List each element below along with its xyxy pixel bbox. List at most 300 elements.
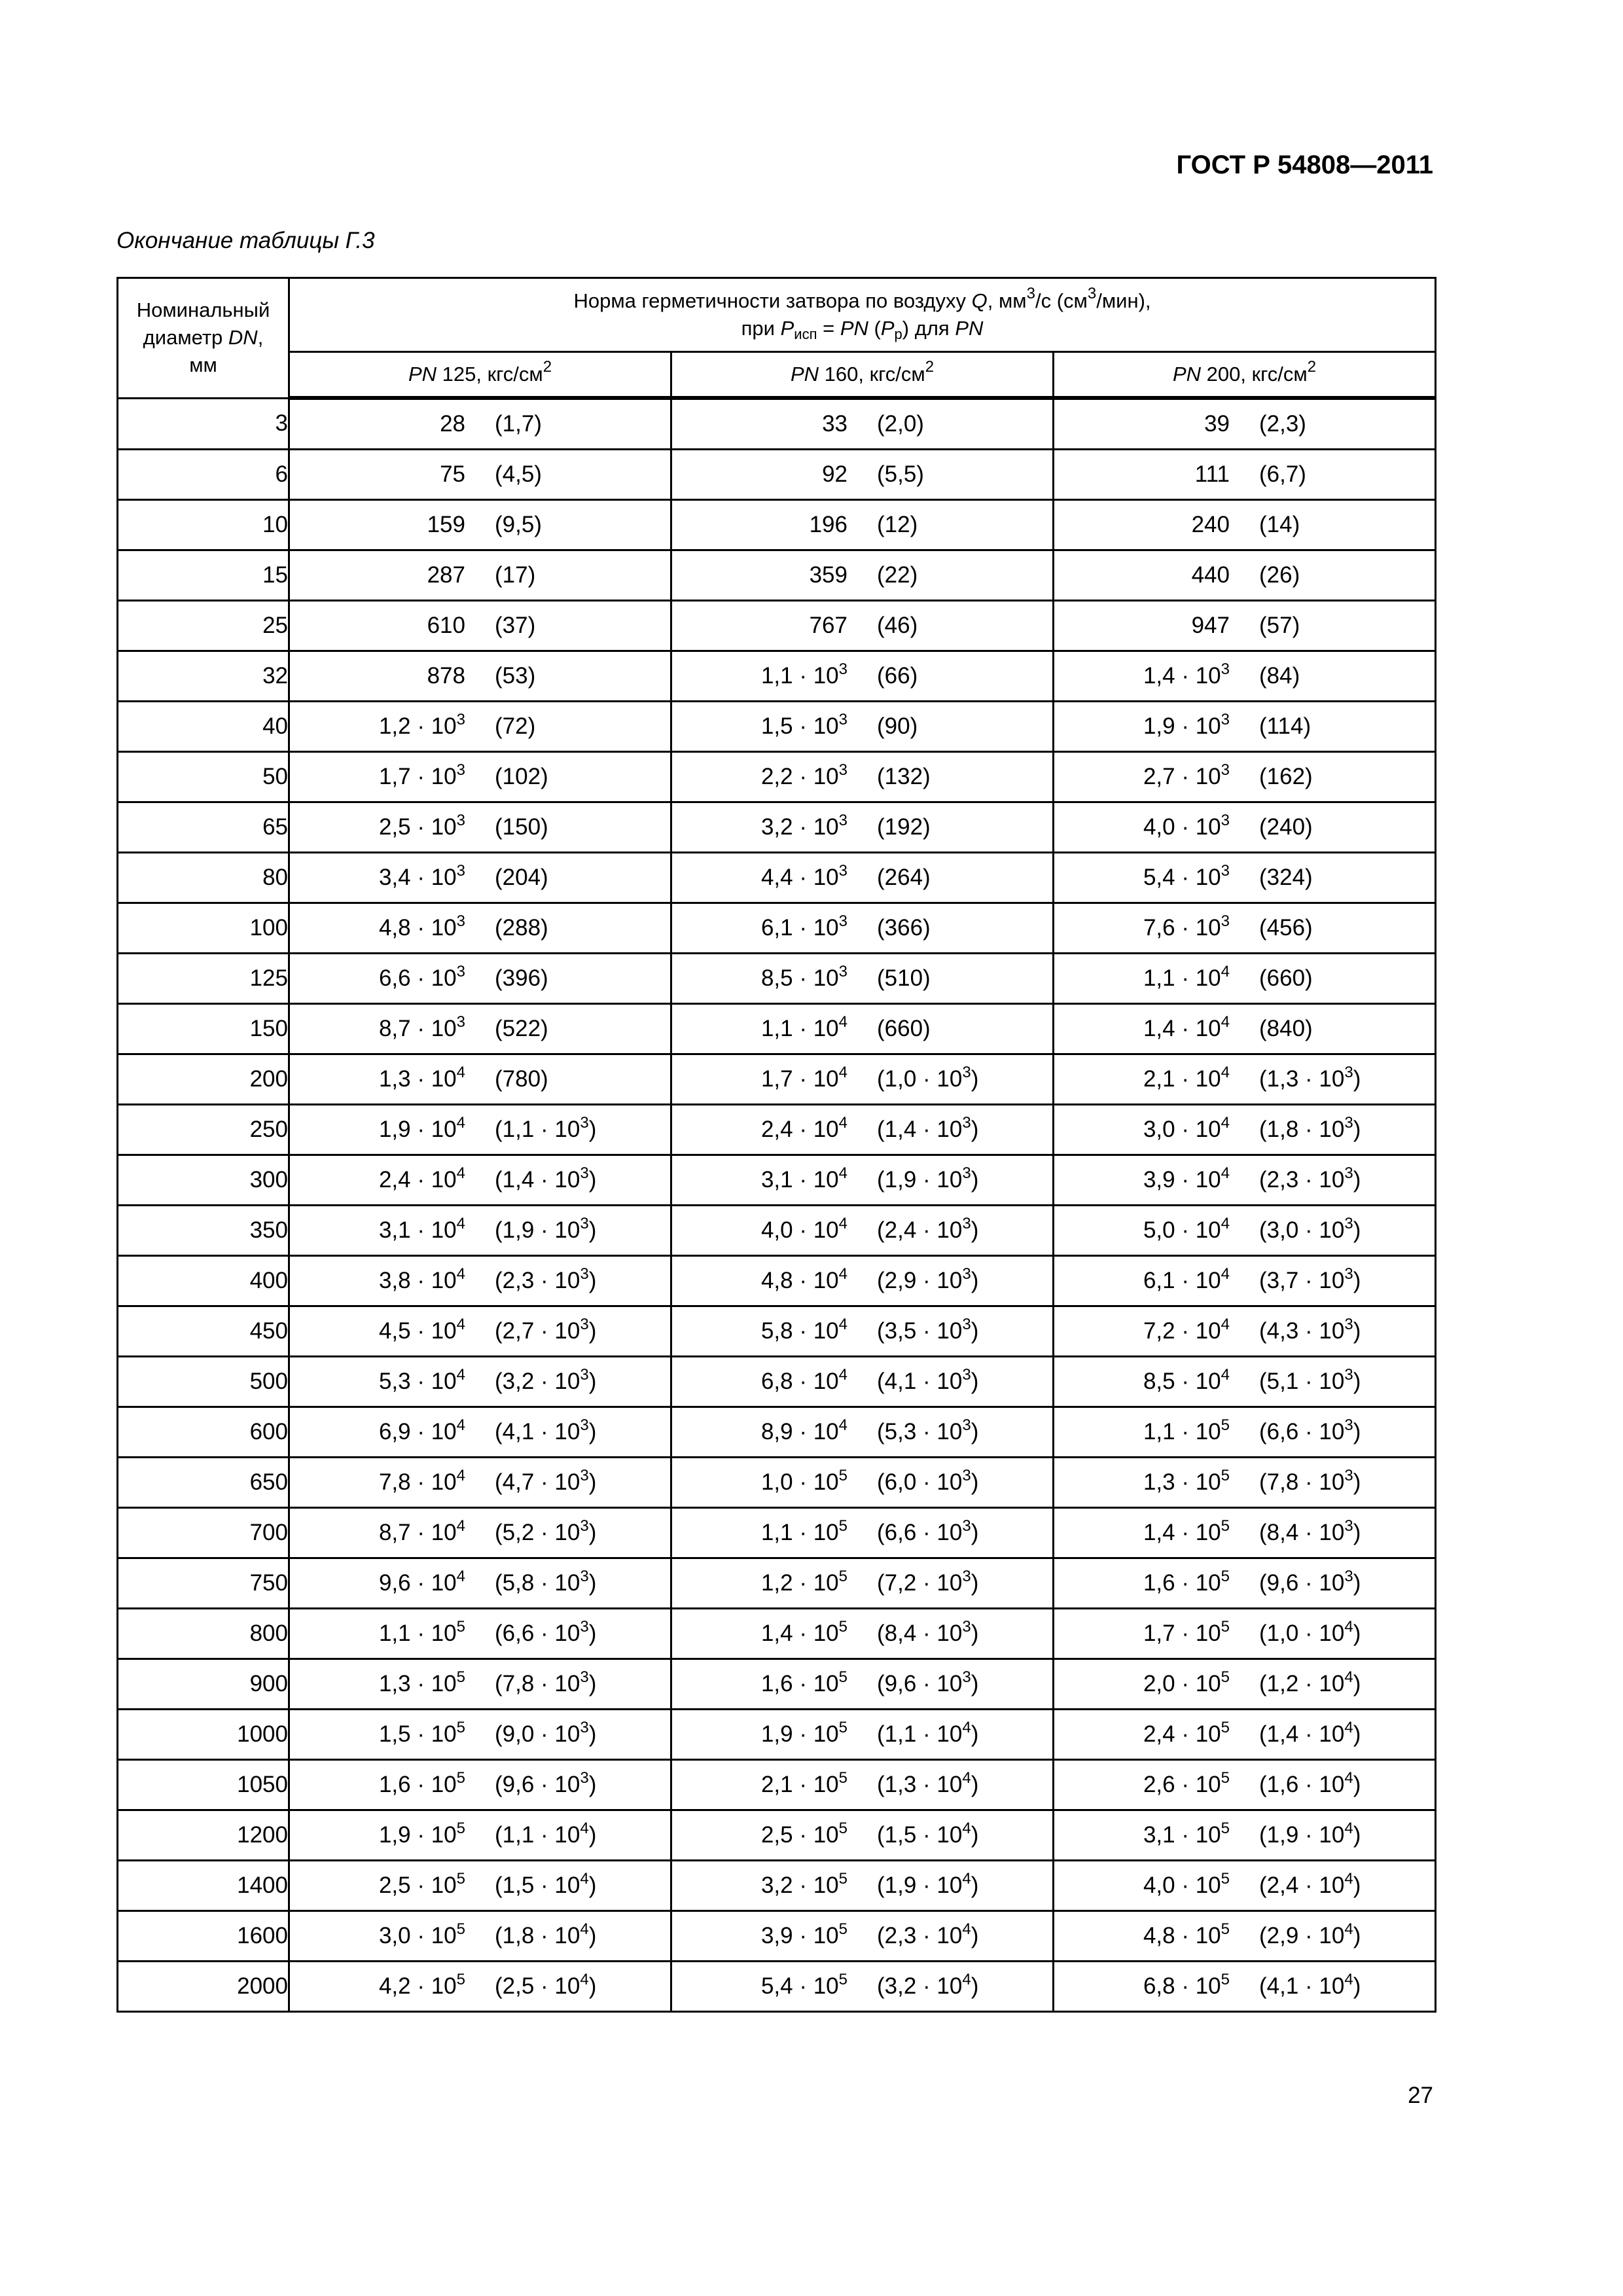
leakage-cell [1054, 1105, 1436, 1155]
value-mm3s: $6,8 \cdot 10^4$ [760, 1366, 847, 1394]
leakage-cell [289, 1508, 671, 1558]
value-cm3min: $(7,2 \cdot 10^3)$ [877, 1568, 979, 1596]
dn-cell: 1200 [118, 1810, 289, 1861]
value-cm3min: $(3,0 \cdot 10^3)$ [1259, 1215, 1361, 1243]
value-cm3min: $(1,4 \cdot 10^4)$ [1259, 1719, 1361, 1747]
leakage-cell [1054, 1407, 1436, 1458]
leakage-cell [671, 450, 1054, 500]
value-mm3s: $4,8 \cdot 10^4$ [760, 1265, 847, 1293]
value-cm3min: (324) [1259, 865, 1313, 890]
dn-cell: 500 [118, 1357, 289, 1407]
value-cm3min: $(9,6 \cdot 10^3)$ [877, 1668, 979, 1696]
table-row [118, 1861, 1436, 1911]
leakage-cell [1054, 1911, 1436, 1962]
dn-cell: 900 [118, 1659, 289, 1710]
value-mm3s: $3,1 \cdot 10^4$ [378, 1215, 465, 1243]
value-mm3s: $6,8 \cdot 10^5$ [1143, 1971, 1230, 1999]
leakage-cell [1054, 1508, 1436, 1558]
leakage-cell [671, 601, 1054, 651]
value-mm3s: $4,5 \cdot 10^4$ [378, 1316, 465, 1344]
value-mm3s: $3,1 \cdot 10^5$ [1143, 1820, 1230, 1848]
table-row [118, 1256, 1436, 1306]
value-cm3min: $(1,1 \cdot 10^4)$ [877, 1719, 979, 1747]
value-mm3s: $3,8 \cdot 10^4$ [378, 1265, 465, 1293]
leakage-cell [671, 1962, 1054, 2012]
value-mm3s: 878 [427, 663, 465, 689]
value-mm3s: $1,3 \cdot 10^5$ [378, 1668, 465, 1696]
value-cm3min: $(7,8 \cdot 10^3)$ [495, 1668, 597, 1696]
value-mm3s: $1,0 \cdot 10^5$ [760, 1467, 847, 1495]
leakage-cell [1054, 651, 1436, 702]
dn-cell: 32 [118, 651, 289, 702]
table-row [118, 802, 1436, 853]
value-mm3s: $8,5 \cdot 10^3$ [760, 963, 847, 991]
leakage-cell [289, 1256, 671, 1306]
value-mm3s: $8,7 \cdot 10^3$ [378, 1013, 465, 1041]
value-mm3s: $2,4 \cdot 10^5$ [1143, 1719, 1230, 1747]
leakage-cell [671, 1558, 1054, 1609]
leakage-cell [1054, 903, 1436, 954]
dn-cell: 600 [118, 1407, 289, 1458]
leakage-cell [1054, 1357, 1436, 1407]
value-cm3min: $(1,9 \cdot 10^4)$ [877, 1870, 979, 1898]
table-row [118, 1458, 1436, 1508]
value-mm3s: $4,0 \cdot 10^5$ [1143, 1870, 1230, 1898]
value-cm3min: (780) [495, 1066, 548, 1092]
leakage-cell [1054, 702, 1436, 752]
value-cm3min: $(1,8 \cdot 10^3)$ [1259, 1114, 1361, 1142]
value-cm3min: (22) [877, 562, 918, 588]
leakage-cell [289, 1155, 671, 1206]
leakage-cell [289, 398, 671, 450]
dn-cell: 100 [118, 903, 289, 954]
leakage-cell [289, 752, 671, 802]
dn-cell: 40 [118, 702, 289, 752]
value-mm3s: $2,4 \cdot 10^4$ [760, 1114, 847, 1142]
value-mm3s: 92 [822, 461, 847, 487]
document-code: ГОСТ Р 54808—2011 [1176, 151, 1433, 179]
value-mm3s: $4,2 \cdot 10^5$ [378, 1971, 465, 1999]
value-cm3min: $(1,0 \cdot 10^4)$ [1259, 1618, 1361, 1646]
leakage-cell [289, 1004, 671, 1054]
value-cm3min: $(3,5 \cdot 10^3)$ [877, 1316, 979, 1344]
value-mm3s: $3,9 \cdot 10^5$ [760, 1920, 847, 1948]
leakage-cell [289, 903, 671, 954]
value-cm3min: $(2,3 \cdot 10^3)$ [1259, 1164, 1361, 1193]
leakage-cell [289, 1609, 671, 1659]
value-mm3s: $2,5 \cdot 10^5$ [760, 1820, 847, 1848]
value-mm3s: 111 [1194, 461, 1230, 487]
value-cm3min: $(1,0 \cdot 10^3)$ [877, 1064, 979, 1092]
leakage-cell [1054, 1206, 1436, 1256]
leakage-cell [671, 1256, 1054, 1306]
leakage-cell [289, 1306, 671, 1357]
value-mm3s: $1,5 \cdot 10^3$ [760, 711, 847, 739]
value-cm3min: (6,7) [1259, 461, 1306, 487]
table-row [118, 702, 1436, 752]
value-mm3s: 947 [1191, 613, 1230, 638]
value-cm3min: $(7,8 \cdot 10^3)$ [1259, 1467, 1361, 1495]
value-mm3s: 33 [822, 411, 847, 437]
dn-cell: 200 [118, 1054, 289, 1105]
leakage-cell [1054, 450, 1436, 500]
value-cm3min: $(1,9 \cdot 10^3)$ [495, 1215, 597, 1243]
value-mm3s: $2,5 \cdot 10^3$ [378, 812, 465, 840]
value-mm3s: $7,6 \cdot 10^3$ [1143, 912, 1230, 941]
value-cm3min: $(5,1 \cdot 10^3)$ [1259, 1366, 1361, 1394]
value-mm3s: $5,4 \cdot 10^5$ [760, 1971, 847, 1999]
leakage-cell [289, 1206, 671, 1256]
table-caption: Окончание таблицы Г.3 [116, 228, 375, 253]
leakage-cell [671, 1710, 1054, 1760]
value-mm3s: $1,6 \cdot 10^5$ [1143, 1568, 1230, 1596]
leakage-cell [671, 1609, 1054, 1659]
leakage-cell [289, 1407, 671, 1458]
value-mm3s: $1,1 \cdot 10^4$ [1143, 963, 1230, 991]
dn-cell: 2000 [118, 1962, 289, 2012]
leakage-cell [1054, 1458, 1436, 1508]
table-row [118, 1810, 1436, 1861]
dn-cell: 25 [118, 601, 289, 651]
value-mm3s: $1,1 \cdot 10^3$ [760, 660, 847, 689]
value-mm3s: 39 [1204, 411, 1230, 437]
value-cm3min: (2,0) [877, 411, 924, 437]
value-mm3s: $1,3 \cdot 10^4$ [378, 1064, 465, 1092]
value-cm3min: (288) [495, 915, 548, 941]
leakage-cell [1054, 1962, 1436, 2012]
leakage-cell [289, 550, 671, 601]
value-mm3s: $1,6 \cdot 10^5$ [760, 1668, 847, 1696]
value-mm3s: $4,0 \cdot 10^3$ [1143, 812, 1230, 840]
value-mm3s: $1,7 \cdot 10^4$ [760, 1064, 847, 1092]
table-row [118, 1911, 1436, 1962]
leakage-cell [1054, 1760, 1436, 1810]
value-cm3min: (37) [495, 613, 536, 638]
leakage-cell [289, 853, 671, 903]
value-cm3min: $(2,9 \cdot 10^3)$ [877, 1265, 979, 1293]
dn-cell: 65 [118, 802, 289, 853]
leakage-cell [1054, 1710, 1436, 1760]
leakage-cell [1054, 1558, 1436, 1609]
value-mm3s: $4,8 \cdot 10^5$ [1143, 1920, 1230, 1948]
value-cm3min: $(2,3 \cdot 10^4)$ [877, 1920, 979, 1948]
value-cm3min: (84) [1259, 663, 1300, 689]
value-mm3s: $1,1 \cdot 10^5$ [760, 1517, 847, 1545]
leakage-cell [671, 1659, 1054, 1710]
value-cm3min: $(3,2 \cdot 10^3)$ [495, 1366, 597, 1394]
value-mm3s: $8,7 \cdot 10^4$ [378, 1517, 465, 1545]
dn-cell: 1400 [118, 1861, 289, 1911]
value-mm3s: 159 [427, 512, 465, 537]
value-mm3s: $1,3 \cdot 10^5$ [1143, 1467, 1230, 1495]
value-mm3s: $4,0 \cdot 10^4$ [760, 1215, 847, 1243]
value-mm3s: $5,4 \cdot 10^3$ [1143, 862, 1230, 890]
dn-cell: 150 [118, 1004, 289, 1054]
table-row [118, 1105, 1436, 1155]
value-mm3s: $3,0 \cdot 10^5$ [378, 1920, 465, 1948]
header-pn-200: PN 200, кгс/$см^2$ [1054, 352, 1436, 399]
value-cm3min: $(1,5 \cdot 10^4)$ [877, 1820, 979, 1848]
value-mm3s: $1,9 \cdot 10^3$ [1143, 711, 1230, 739]
value-cm3min: $(5,8 \cdot 10^3)$ [495, 1568, 597, 1596]
leakage-cell [289, 651, 671, 702]
leakage-cell [1054, 752, 1436, 802]
header-leakage-norm: Норма герметичности затвора по воздуху Q, $мм^3/с$ $(см^3/мин)$, при $P_{исп}$ = PN $(P_р)$ для PN [289, 278, 1436, 352]
dn-cell: 650 [118, 1458, 289, 1508]
table-row [118, 601, 1436, 651]
value-cm3min: (2,3) [1259, 411, 1306, 437]
leakage-cell [289, 1911, 671, 1962]
leakage-cell [289, 1861, 671, 1911]
value-mm3s: $4,4 \cdot 10^3$ [760, 862, 847, 890]
value-mm3s: $1,4 \cdot 10^3$ [1143, 660, 1230, 689]
table-row [118, 1357, 1436, 1407]
table-row [118, 1054, 1436, 1105]
value-mm3s: $6,9 \cdot 10^4$ [378, 1416, 465, 1444]
value-cm3min: $(1,4 \cdot 10^3)$ [495, 1164, 597, 1193]
value-mm3s: $1,9 \cdot 10^5$ [760, 1719, 847, 1747]
value-mm3s: $8,9 \cdot 10^4$ [760, 1416, 847, 1444]
value-cm3min: $(4,3 \cdot 10^3)$ [1259, 1316, 1361, 1344]
value-cm3min: (4,5) [495, 461, 542, 487]
dn-cell: 1600 [118, 1911, 289, 1962]
value-cm3min: $(1,9 \cdot 10^4)$ [1259, 1820, 1361, 1848]
table-row [118, 1306, 1436, 1357]
leakage-cell [1054, 954, 1436, 1004]
value-cm3min: $(4,1 \cdot 10^3)$ [877, 1366, 979, 1394]
value-cm3min: $(1,4 \cdot 10^3)$ [877, 1114, 979, 1142]
value-mm3s: $3,2 \cdot 10^5$ [760, 1870, 847, 1898]
header-pn-160: PN 160, кгс/$см^2$ [671, 352, 1054, 399]
leakage-cell [1054, 1659, 1436, 1710]
leakage-cell [1054, 802, 1436, 853]
leakage-cell [289, 1105, 671, 1155]
value-mm3s: $2,0 \cdot 10^5$ [1143, 1668, 1230, 1696]
value-mm3s: $5,8 \cdot 10^4$ [760, 1316, 847, 1344]
value-mm3s: $5,3 \cdot 10^4$ [378, 1366, 465, 1394]
value-cm3min: $(8,4 \cdot 10^3)$ [877, 1618, 979, 1646]
value-cm3min: (204) [495, 865, 548, 890]
value-cm3min: $(1,5 \cdot 10^4)$ [495, 1870, 597, 1898]
table-row [118, 903, 1436, 954]
leakage-cell [671, 1357, 1054, 1407]
leakage-cell [671, 702, 1054, 752]
value-cm3min: (522) [495, 1016, 548, 1041]
dn-cell: 700 [118, 1508, 289, 1558]
leakage-cell [289, 802, 671, 853]
value-mm3s: 359 [809, 562, 847, 588]
leakage-cell [671, 1004, 1054, 1054]
leakage-cell [289, 1458, 671, 1508]
table-row [118, 954, 1436, 1004]
value-cm3min: $(9,6 \cdot 10^3)$ [495, 1769, 597, 1797]
value-cm3min: (150) [495, 814, 548, 840]
value-cm3min: $(4,1 \cdot 10^4)$ [1259, 1971, 1361, 1999]
value-mm3s: $6,6 \cdot 10^3$ [378, 963, 465, 991]
dn-cell: 750 [118, 1558, 289, 1609]
value-mm3s: $2,1 \cdot 10^5$ [760, 1769, 847, 1797]
leakage-cell [289, 954, 671, 1004]
leakage-cell [289, 1659, 671, 1710]
value-cm3min: $(2,9 \cdot 10^4)$ [1259, 1920, 1361, 1948]
value-cm3min: (114) [1259, 713, 1311, 739]
value-mm3s: $1,4 \cdot 10^5$ [1143, 1517, 1230, 1545]
value-cm3min: $(1,1 \cdot 10^4)$ [495, 1820, 597, 1848]
dn-cell: 300 [118, 1155, 289, 1206]
value-mm3s: 440 [1191, 562, 1230, 588]
leakage-cell [671, 1861, 1054, 1911]
leakage-cell [671, 651, 1054, 702]
leakage-cell [671, 802, 1054, 853]
value-mm3s: $1,7 \cdot 10^3$ [378, 761, 465, 789]
leakage-cell [1054, 601, 1436, 651]
leakage-cell [289, 500, 671, 550]
value-mm3s: $3,9 \cdot 10^4$ [1143, 1164, 1230, 1193]
value-cm3min: $(5,3 \cdot 10^3)$ [877, 1416, 979, 1444]
value-cm3min: $(2,4 \cdot 10^3)$ [877, 1215, 979, 1243]
table-row [118, 1206, 1436, 1256]
value-cm3min: $(3,2 \cdot 10^4)$ [877, 1971, 979, 1999]
table-row [118, 500, 1436, 550]
value-mm3s: $3,4 \cdot 10^3$ [378, 862, 465, 890]
dn-cell: 350 [118, 1206, 289, 1256]
leakage-cell [671, 1054, 1054, 1105]
table-body [118, 398, 1436, 2012]
dn-cell: 250 [118, 1105, 289, 1155]
value-cm3min: (53) [495, 663, 536, 689]
value-cm3min: $(2,4 \cdot 10^4)$ [1259, 1870, 1361, 1898]
leakage-cell [1054, 398, 1436, 450]
value-cm3min: (46) [877, 613, 918, 638]
leakage-cell [671, 1105, 1054, 1155]
value-cm3min: (66) [877, 663, 918, 689]
value-mm3s: $8,5 \cdot 10^4$ [1143, 1366, 1230, 1394]
value-cm3min: (660) [877, 1016, 931, 1041]
table-row [118, 1004, 1436, 1054]
leakage-norms-table [116, 277, 1436, 2013]
value-cm3min: $(3,7 \cdot 10^3)$ [1259, 1265, 1361, 1293]
value-cm3min: $(1,6 \cdot 10^4)$ [1259, 1769, 1361, 1797]
leakage-cell [1054, 853, 1436, 903]
header-nominal-diameter: Номинальный диаметр DN, мм [118, 278, 289, 399]
value-cm3min: (5,5) [877, 461, 924, 487]
value-cm3min: $(2,3 \cdot 10^3)$ [495, 1265, 597, 1293]
leakage-cell [671, 853, 1054, 903]
value-mm3s: $1,6 \cdot 10^5$ [378, 1769, 465, 1797]
value-cm3min: $(8,4 \cdot 10^3)$ [1259, 1517, 1361, 1545]
leakage-cell [671, 752, 1054, 802]
dn-cell: 10 [118, 500, 289, 550]
leakage-cell [671, 500, 1054, 550]
value-cm3min: $(6,6 \cdot 10^3)$ [495, 1618, 597, 1646]
table-row [118, 1710, 1436, 1760]
leakage-cell [289, 1760, 671, 1810]
table-row [118, 550, 1436, 601]
value-cm3min: (510) [877, 965, 931, 991]
value-mm3s: $2,5 \cdot 10^5$ [378, 1870, 465, 1898]
leakage-cell [289, 601, 671, 651]
table-row [118, 398, 1436, 450]
value-mm3s: $1,5 \cdot 10^5$ [378, 1719, 465, 1747]
value-cm3min: (17) [495, 562, 536, 588]
value-cm3min: (12) [877, 512, 918, 537]
leakage-cell [671, 954, 1054, 1004]
value-mm3s: $2,6 \cdot 10^5$ [1143, 1769, 1230, 1797]
table-row [118, 752, 1436, 802]
value-cm3min: (132) [877, 764, 931, 789]
table-row [118, 651, 1436, 702]
table-row [118, 1609, 1436, 1659]
value-mm3s: $6,1 \cdot 10^3$ [760, 912, 847, 941]
leakage-cell [289, 702, 671, 752]
value-mm3s: 767 [809, 613, 847, 638]
value-mm3s: 240 [1191, 512, 1230, 537]
value-cm3min: (264) [877, 865, 931, 890]
value-cm3min: $(9,6 \cdot 10^3)$ [1259, 1568, 1361, 1596]
value-mm3s: $1,4 \cdot 10^5$ [760, 1618, 847, 1646]
leakage-cell [671, 903, 1054, 954]
value-cm3min: $(4,7 \cdot 10^3)$ [495, 1467, 597, 1495]
value-cm3min: (162) [1259, 764, 1313, 789]
value-mm3s: $2,4 \cdot 10^4$ [378, 1164, 465, 1193]
value-mm3s: $3,2 \cdot 10^3$ [760, 812, 847, 840]
value-mm3s: $1,2 \cdot 10^3$ [378, 711, 465, 739]
value-cm3min: $(2,7 \cdot 10^3)$ [495, 1316, 597, 1344]
dn-cell: 50 [118, 752, 289, 802]
value-mm3s: $1,1 \cdot 10^5$ [1143, 1416, 1230, 1444]
table-row [118, 1407, 1436, 1458]
value-cm3min: $(6,6 \cdot 10^3)$ [877, 1517, 979, 1545]
leakage-cell [671, 1508, 1054, 1558]
dn-cell: 400 [118, 1256, 289, 1306]
leakage-cell [671, 1155, 1054, 1206]
leakage-cell [289, 1054, 671, 1105]
table-row [118, 1760, 1436, 1810]
dn-cell: 1050 [118, 1760, 289, 1810]
value-mm3s: $1,1 \cdot 10^4$ [760, 1013, 847, 1041]
value-mm3s: $6,1 \cdot 10^4$ [1143, 1265, 1230, 1293]
leakage-cell [289, 1357, 671, 1407]
leakage-cell [1054, 1155, 1436, 1206]
value-mm3s: $1,1 \cdot 10^5$ [378, 1618, 465, 1646]
value-cm3min: (102) [495, 764, 548, 789]
dn-cell: 450 [118, 1306, 289, 1357]
value-cm3min: (9,5) [495, 512, 542, 537]
value-cm3min: $(1,8 \cdot 10^4)$ [495, 1920, 597, 1948]
leakage-cell [289, 1558, 671, 1609]
dn-cell: 3 [118, 398, 289, 450]
leakage-cell [289, 1810, 671, 1861]
value-cm3min: $(1,3 \cdot 10^4)$ [877, 1769, 979, 1797]
value-mm3s: $1,7 \cdot 10^5$ [1143, 1618, 1230, 1646]
value-cm3min: $(1,9 \cdot 10^3)$ [877, 1164, 979, 1193]
table-row [118, 1962, 1436, 2012]
leakage-cell [671, 550, 1054, 601]
value-mm3s: 287 [427, 562, 465, 588]
leakage-cell [1054, 550, 1436, 601]
page-number: 27 [1408, 2083, 1433, 2108]
value-cm3min: (192) [877, 814, 931, 840]
leakage-cell [671, 1306, 1054, 1357]
value-mm3s: $3,0 \cdot 10^4$ [1143, 1114, 1230, 1142]
value-cm3min: $(1,3 \cdot 10^3)$ [1259, 1064, 1361, 1092]
value-mm3s: $7,2 \cdot 10^4$ [1143, 1316, 1230, 1344]
leakage-cell [1054, 1810, 1436, 1861]
table-row [118, 1558, 1436, 1609]
value-mm3s: $3,1 \cdot 10^4$ [760, 1164, 847, 1193]
value-cm3min: (26) [1259, 562, 1300, 588]
value-cm3min: $(2,5 \cdot 10^4)$ [495, 1971, 597, 1999]
